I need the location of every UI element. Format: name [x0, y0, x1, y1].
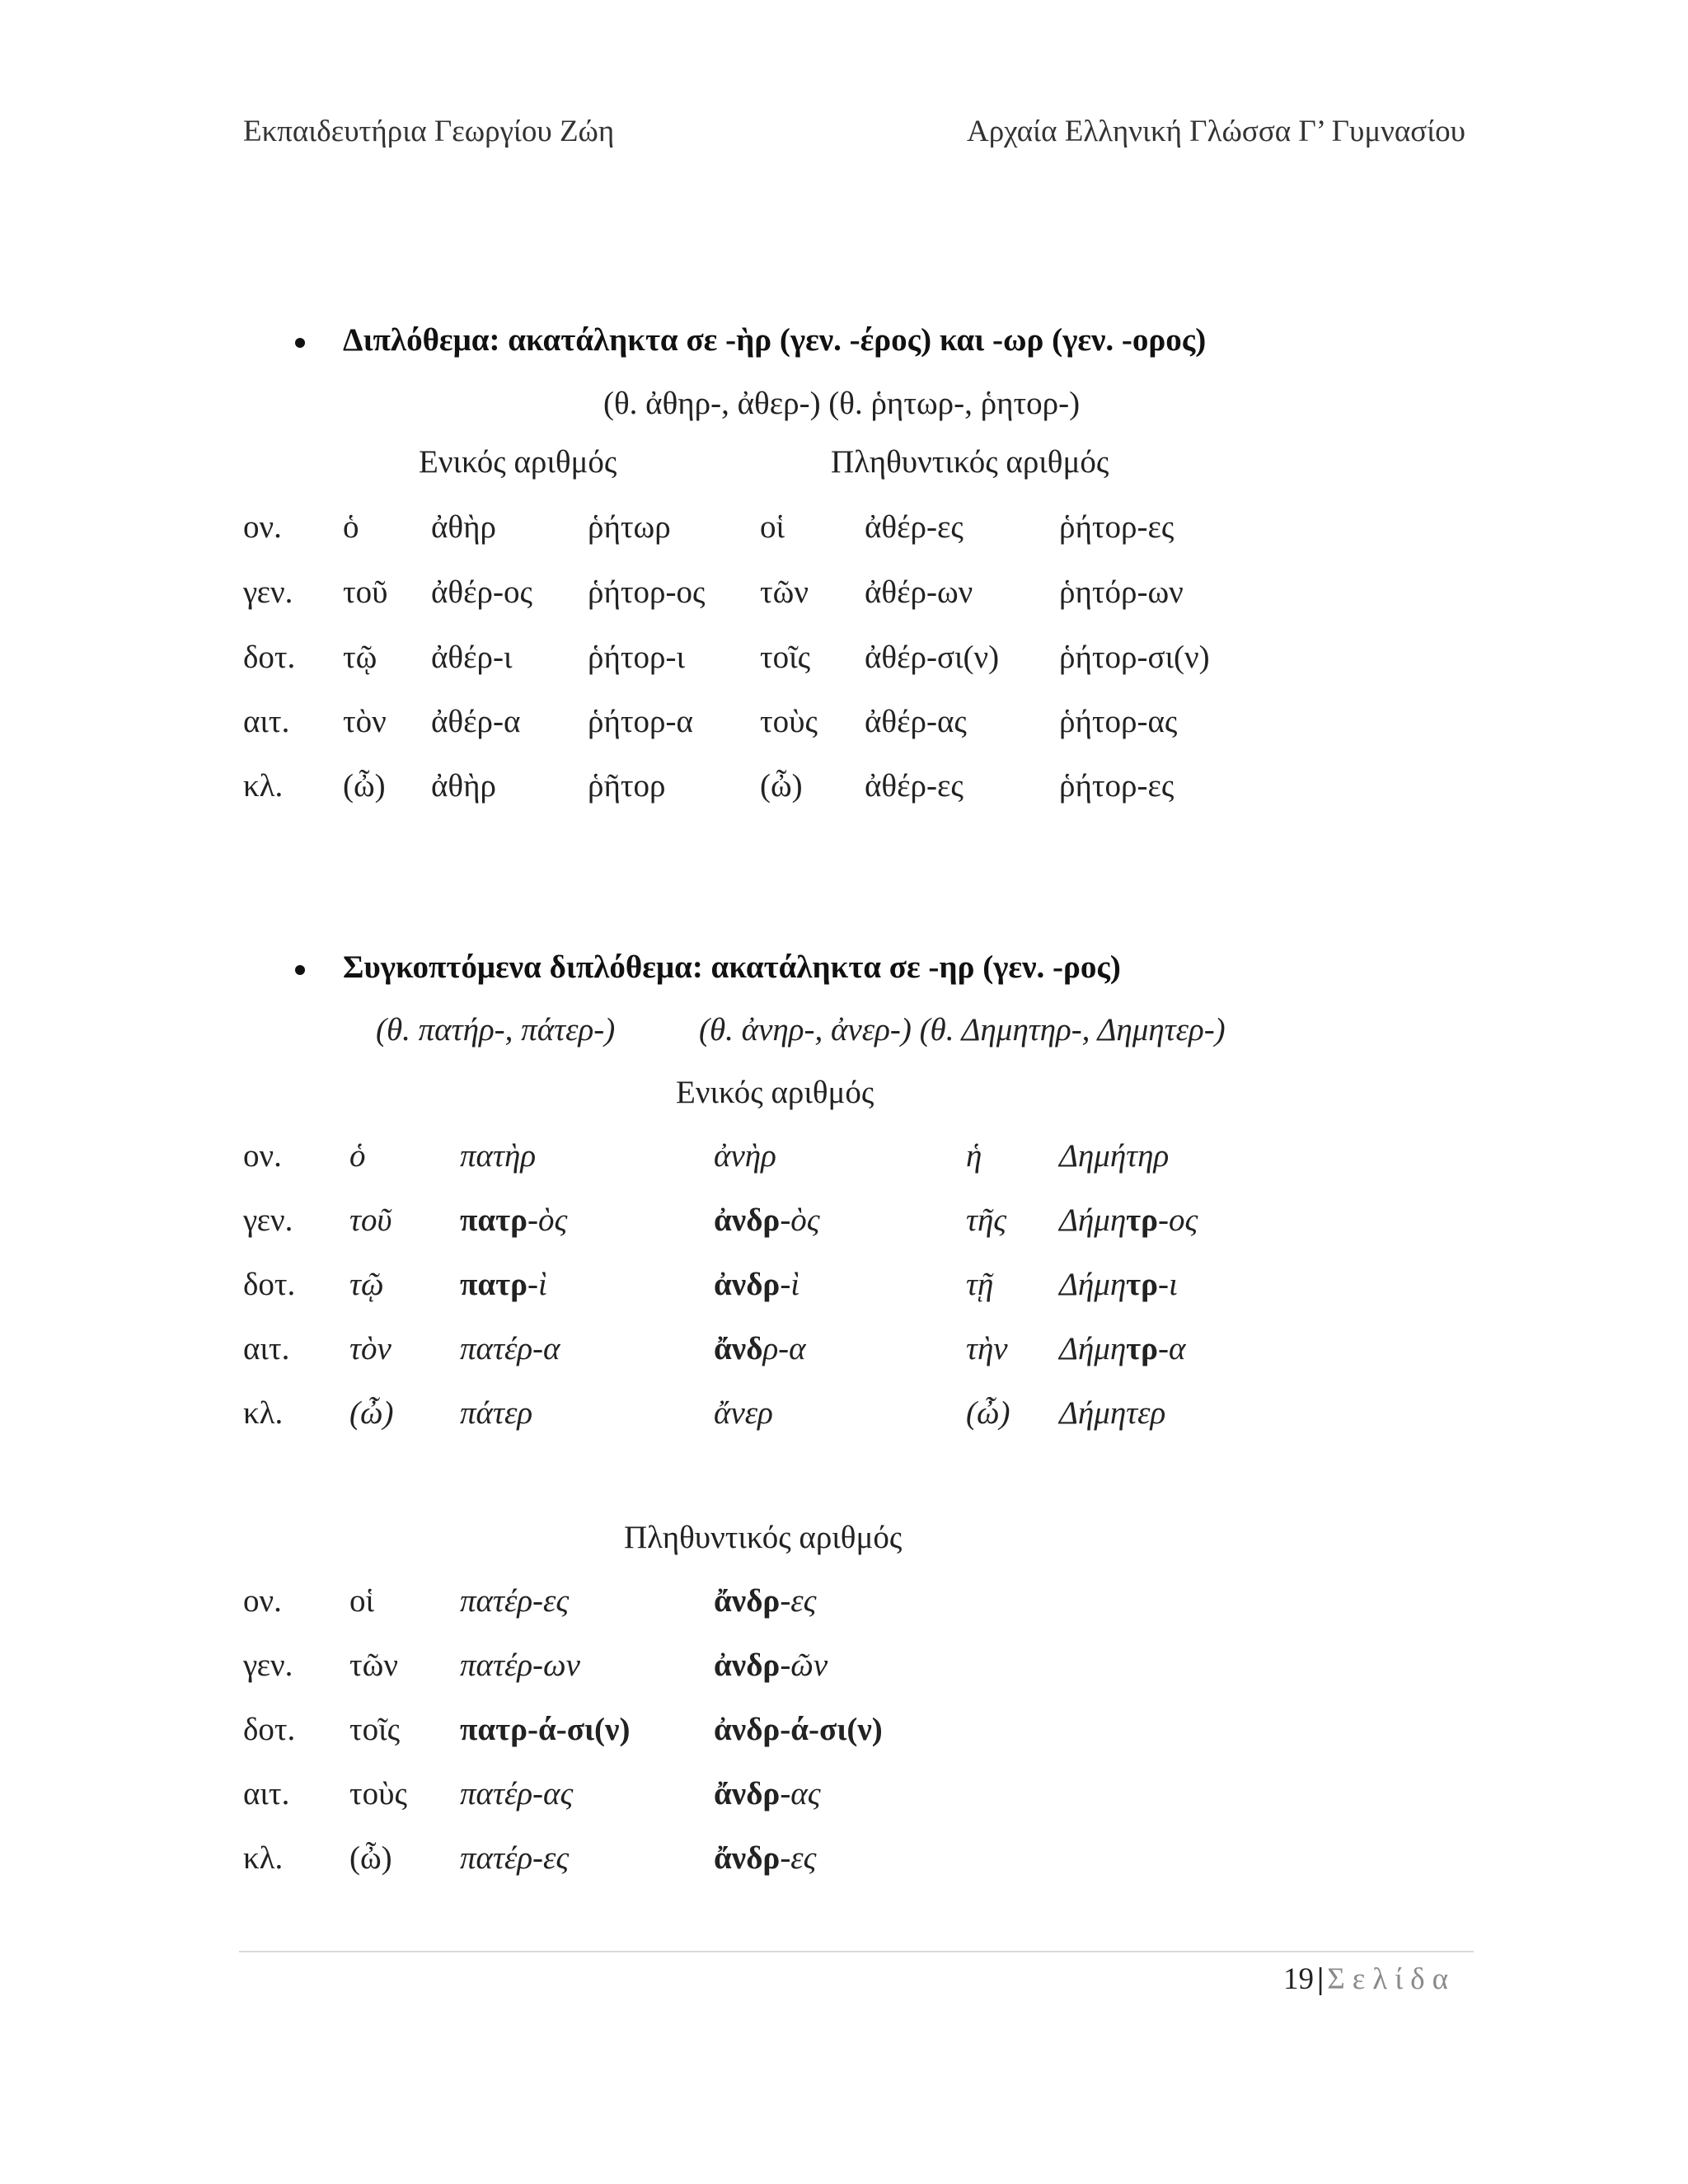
case-label: γεν. [243, 574, 293, 610]
ather-singular: ἀθέρ-ος [431, 574, 532, 610]
case-label: δοτ. [243, 1712, 296, 1747]
aner-ending: ρ-α [762, 1331, 806, 1366]
pater-ending: πατέρ-ων [460, 1647, 580, 1683]
pater-plural-form [460, 1775, 573, 1812]
rhetor-singular: ῥήτορ-α [588, 704, 693, 739]
section2-singular-heading: Ενικός αριθμός [676, 1075, 874, 1110]
case-label: γεν. [243, 1647, 293, 1683]
pater-form [460, 1330, 560, 1367]
aner-ending: -ας [780, 1776, 821, 1811]
case-label: ον. [243, 509, 282, 545]
demeter-prefix: Δήμη [1059, 1331, 1127, 1366]
ather-plural: ἀθέρ-ες [865, 768, 964, 804]
aner-form [714, 1330, 806, 1367]
aner-form [714, 1266, 799, 1303]
article-plural: τοὺς [349, 1776, 407, 1811]
pater-ending: πατέρ-ες [460, 1840, 570, 1876]
case-label: δοτ. [243, 1267, 296, 1302]
ather-plural: ἀθέρ-σι(ν) [865, 640, 1000, 675]
section2-stems-2: (θ. ἀνηρ-, ἀνερ-) (θ. Δημητηρ-, Δημητερ-) [699, 1012, 1226, 1047]
aner-stem-bold: ἀνδρ-ά-σι(ν) [714, 1712, 883, 1747]
demeter-form [1059, 1394, 1165, 1432]
article-singular: τὸν [343, 704, 387, 739]
aner-plural-form [714, 1582, 817, 1619]
demeter-form [1059, 1137, 1169, 1174]
aner-plural-form [714, 1775, 821, 1812]
ather-singular: ἀθὴρ [431, 509, 496, 545]
aner-ending: -ὶ [780, 1267, 800, 1302]
rhetor-singular: ῥήτορ-ος [588, 574, 706, 610]
aner-stem-bold: ἀνδρ [714, 1202, 781, 1238]
rhetor-plural: ῥήτορ-ες [1059, 768, 1175, 804]
pater-stem-bold: πατρ [460, 1267, 528, 1302]
aner-form [714, 1394, 773, 1432]
ather-singular: ἀθέρ-ι [431, 640, 513, 675]
header-left: Εκπαιδευτήρια Γεωργίου Ζώη [243, 115, 615, 148]
aner-ending: -ῶν [780, 1647, 828, 1683]
demeter-form [1059, 1266, 1178, 1303]
rhetor-singular: ῥῆτορ [588, 768, 666, 804]
demeter-prefix: Δήμη [1059, 1267, 1127, 1302]
aner-ending: -ες [780, 1583, 817, 1619]
article-plural: τοῖς [349, 1712, 401, 1747]
demeter-prefix: Δημήτηρ [1059, 1138, 1170, 1174]
demeter-ending: -ι [1158, 1267, 1178, 1302]
article-plural: (ὦ) [760, 768, 803, 804]
article-fem: ἡ [966, 1138, 982, 1174]
demeter-prefix: Δήμη [1059, 1202, 1127, 1238]
bullet-icon [295, 965, 305, 975]
case-label: δοτ. [243, 640, 296, 675]
demeter-stem-bold: τρ [1126, 1331, 1159, 1366]
article-plural: τοῖς [760, 640, 811, 675]
bullet-icon [295, 338, 305, 348]
case-label: αιτ. [243, 1331, 290, 1366]
ather-plural: ἀθέρ-ων [865, 574, 973, 610]
demeter-stem-bold: τρ [1126, 1202, 1159, 1238]
pater-stem-bold: πατρ-ά-σι(ν) [460, 1712, 631, 1747]
article-plural: οἱ [349, 1583, 374, 1619]
article-masc: τῷ [349, 1267, 384, 1302]
pater-form [460, 1266, 547, 1303]
footer-separator: | [1317, 1962, 1325, 1996]
pater-stem-bold: πατρ [460, 1202, 528, 1238]
demeter-form [1059, 1202, 1198, 1239]
aner-stem-bold: ἀνδρ [714, 1647, 781, 1683]
pater-plural-form [460, 1582, 569, 1619]
footer [1283, 1961, 1456, 1997]
article-singular: ὁ [343, 509, 359, 545]
rhetor-plural: ῥήτορ-ας [1059, 704, 1178, 739]
aner-form [714, 1202, 820, 1239]
case-label: ον. [243, 1138, 282, 1174]
pater-plural-form [460, 1840, 569, 1877]
article-masc: ὁ [349, 1138, 366, 1174]
aner-ending: -ες [780, 1840, 817, 1876]
page-number: 19 [1283, 1962, 1315, 1996]
pater-form [460, 1394, 532, 1432]
case-label: γεν. [243, 1202, 293, 1238]
aner-stem-bold: ἀνδρ [714, 1267, 781, 1302]
pater-ending: πατέρ-ας [460, 1776, 574, 1811]
aner-plural-form [714, 1711, 883, 1748]
pater-ending: πάτερ [460, 1395, 533, 1431]
header-right: Αρχαία Ελληνική Γλώσσα Γ’ Γυμνασίου [966, 115, 1465, 148]
section2-title: Συγκοπτόμενα διπλόθεμα: ακατάληκτα σε -ηρ (γεν. -ρος) [343, 949, 1121, 985]
section1-plural-heading: Πληθυντικός αριθμός [831, 444, 1109, 480]
pater-form [460, 1202, 567, 1239]
aner-ending: ἄνερ [714, 1395, 773, 1431]
ather-singular: ἀθέρ-α [431, 704, 521, 739]
rhetor-plural: ῥήτορ-σι(ν) [1059, 640, 1210, 675]
demeter-form [1059, 1330, 1186, 1367]
demeter-ending: -ος [1158, 1202, 1198, 1238]
article-fem: τῆς [966, 1202, 1007, 1238]
section1-singular-heading: Ενικός αριθμός [419, 444, 617, 480]
pater-form [460, 1137, 536, 1174]
ather-plural: ἀθέρ-ας [865, 704, 967, 739]
article-fem: τὴν [966, 1331, 1008, 1366]
aner-plural-form [714, 1647, 828, 1684]
case-label: κλ. [243, 1840, 284, 1876]
article-masc: τοῦ [349, 1202, 392, 1238]
rhetor-plural: ῥητόρ-ων [1059, 574, 1184, 610]
section2-plural-heading: Πληθυντικός αριθμός [624, 1520, 903, 1555]
article-singular: τοῦ [343, 574, 388, 610]
demeter-prefix: Δήμητερ [1059, 1395, 1166, 1431]
case-label: αιτ. [243, 704, 290, 739]
pater-ending: πατέρ-ες [460, 1583, 570, 1619]
aner-stem-bold: ἄνδρ [714, 1840, 781, 1876]
case-label: αιτ. [243, 1776, 290, 1811]
article-masc: τὸν [349, 1331, 392, 1366]
case-label: κλ. [243, 768, 284, 804]
article-plural: τῶν [760, 574, 809, 610]
pater-plural-form [460, 1711, 630, 1748]
ather-singular: ἀθὴρ [431, 768, 496, 804]
page-label: Σελίδα [1327, 1962, 1456, 1996]
aner-plural-form [714, 1840, 817, 1877]
aner-stem-bold: ἄνδ [714, 1331, 763, 1366]
section1-stems: (θ. ἀθηρ-, ἀθερ-) (θ. ῥητωρ-, ῥητορ-) [603, 386, 1081, 421]
article-masc: (ὦ) [349, 1395, 394, 1431]
demeter-ending: -α [1158, 1331, 1186, 1366]
ather-plural: ἀθέρ-ες [865, 509, 964, 545]
article-fem: (ὦ) [966, 1395, 1010, 1431]
demeter-stem-bold: τρ [1126, 1267, 1159, 1302]
rhetor-singular: ῥήτορ-ι [588, 640, 685, 675]
pater-ending: πατέρ-α [460, 1331, 560, 1366]
rhetor-plural: ῥήτορ-ες [1059, 509, 1175, 545]
aner-ending: -ὸς [780, 1202, 820, 1238]
aner-ending: ἀνὴρ [714, 1138, 776, 1174]
pater-plural-form [460, 1647, 580, 1684]
case-label: ον. [243, 1583, 282, 1619]
aner-stem-bold: ἄνδρ [714, 1583, 781, 1619]
case-label: κλ. [243, 1395, 284, 1431]
footer-divider [239, 1951, 1474, 1952]
aner-stem-bold: ἄνδρ [714, 1776, 781, 1811]
article-singular: (ὦ) [343, 768, 386, 804]
section2-stems-1: (θ. πατήρ-, πάτερ-) [376, 1012, 616, 1047]
article-plural: τῶν [349, 1647, 398, 1683]
article-plural: τοὺς [760, 704, 818, 739]
article-singular: τῷ [343, 640, 377, 675]
article-plural: οἱ [760, 509, 785, 545]
pater-ending: -ὶ [527, 1267, 547, 1302]
pater-ending: -ὸς [527, 1202, 568, 1238]
rhetor-singular: ῥήτωρ [588, 509, 671, 545]
article-fem: τῇ [966, 1267, 994, 1302]
section1-title: Διπλόθεμα: ακατάληκτα σε -ὴρ (γεν. -έρος) και -ωρ (γεν. -ορος) [343, 322, 1207, 358]
pater-ending: πατὴρ [460, 1138, 537, 1174]
article-plural: (ὦ) [349, 1840, 392, 1876]
aner-form [714, 1137, 776, 1174]
